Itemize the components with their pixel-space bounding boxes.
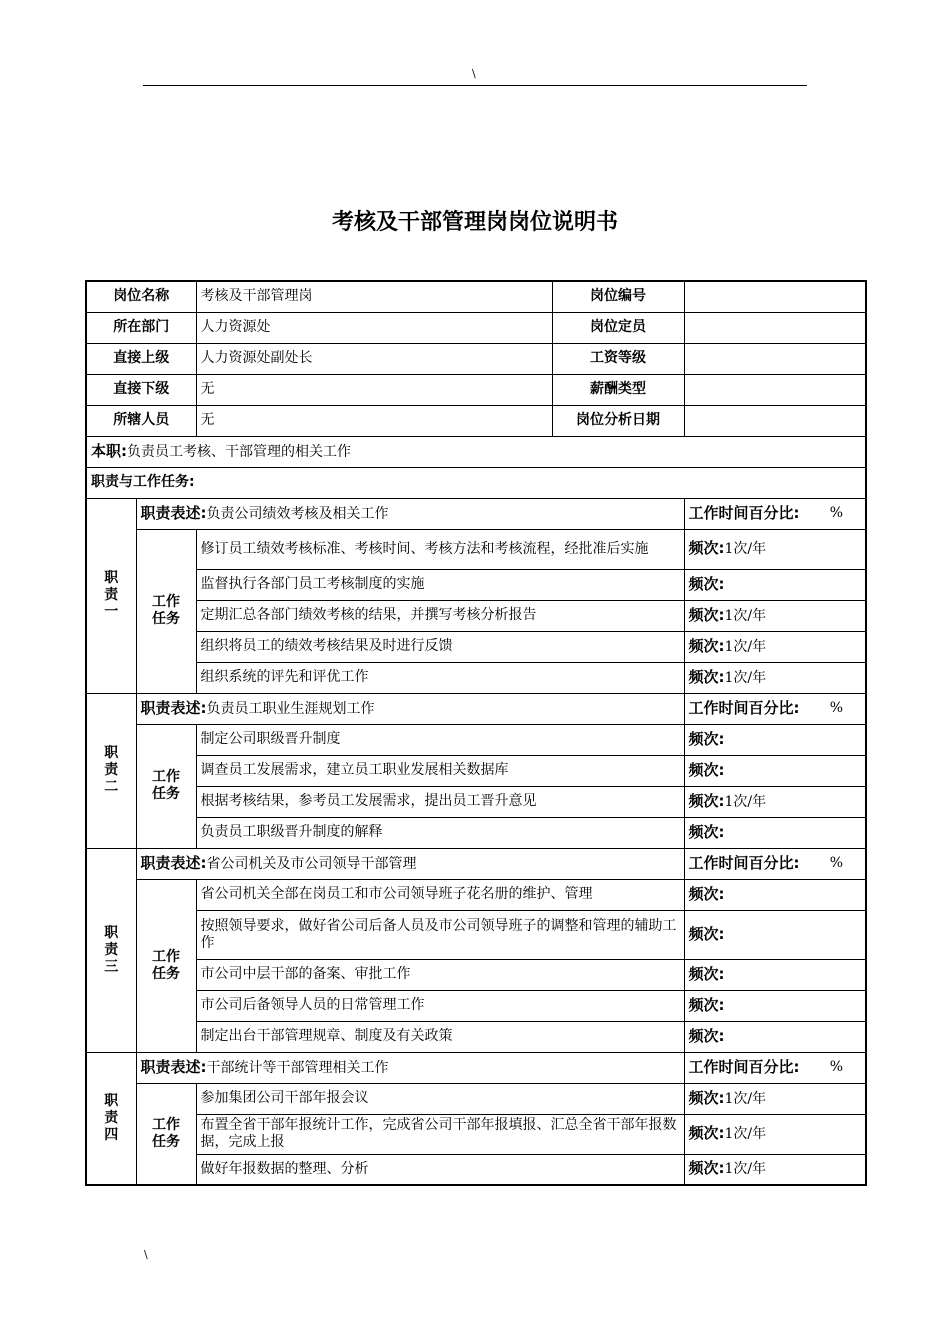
duty-desc-text: 负责公司绩效考核及相关工作 xyxy=(206,505,389,522)
main-duty-label: 本职: xyxy=(91,441,127,460)
task-freq-cell xyxy=(684,1154,866,1185)
duty-name-char: 责 xyxy=(104,1109,119,1126)
task-row xyxy=(86,529,866,569)
page-title: 考核及干部管理岗岗位说明书 xyxy=(331,210,618,235)
freq-value: 1次/年 xyxy=(724,1126,767,1142)
pct-sign: % xyxy=(829,1058,843,1075)
duty-name-char: 三 xyxy=(104,958,119,975)
pct-sign: % xyxy=(829,854,843,871)
duty-desc-label: 职责表述: xyxy=(140,1057,207,1076)
task-freq-cell xyxy=(684,1083,866,1114)
duty-desc-label: 职责表述: xyxy=(140,698,207,717)
time-pct-cell xyxy=(684,1052,866,1083)
task-freq-cell xyxy=(684,569,866,600)
task-freq-cell xyxy=(684,529,866,569)
task-row xyxy=(86,910,866,959)
task-text: 负责员工职级晋升制度的解释 xyxy=(196,817,684,848)
freq-label: 频次: xyxy=(688,729,725,748)
duty-desc-label: 职责表述: xyxy=(140,503,207,522)
main-duty-text: 负责员工考核、干部管理的相关工作 xyxy=(127,443,351,460)
time-pct-cell xyxy=(684,693,866,724)
work-task-label xyxy=(136,724,196,848)
freq-value: 1次/年 xyxy=(724,638,767,655)
task-freq-cell xyxy=(684,755,866,786)
work-task-label xyxy=(136,1083,196,1185)
basic-label-2: 工资等级 xyxy=(552,343,684,374)
task-freq-cell xyxy=(684,631,866,662)
freq-value: 1次/年 xyxy=(724,1161,767,1178)
task-freq-cell xyxy=(684,600,866,631)
basic-info-row xyxy=(86,312,866,343)
task-freq-cell xyxy=(684,662,866,693)
task-row xyxy=(86,724,866,755)
basic-label-2: 岗位分析日期 xyxy=(552,405,684,436)
work-task-line: 工作 xyxy=(152,948,180,965)
task-row xyxy=(86,1021,866,1052)
task-row xyxy=(86,755,866,786)
basic-value-2 xyxy=(684,312,866,343)
task-text: 定期汇总各部门绩效考核的结果，并撰写考核分析报告 xyxy=(196,600,684,631)
freq-label: 频次: xyxy=(688,539,725,557)
time-pct-cell xyxy=(684,848,866,879)
duty-desc-row xyxy=(86,498,866,529)
duty-desc-row xyxy=(86,1052,866,1083)
basic-label: 所在部门 xyxy=(86,312,196,343)
task-freq-cell xyxy=(684,1114,866,1154)
task-freq-cell xyxy=(684,1021,866,1052)
duty-desc-cell xyxy=(136,848,684,879)
basic-value: 无 xyxy=(196,405,552,436)
work-task-line: 任务 xyxy=(152,786,180,802)
task-row xyxy=(86,1154,866,1185)
duty-name-char: 责 xyxy=(104,941,119,958)
duty-name-char: 四 xyxy=(104,1126,119,1143)
duty-desc-label: 职责表述: xyxy=(140,853,207,872)
duty-desc-text: 干部统计等干部管理相关工作 xyxy=(206,1059,389,1076)
duties-header-row xyxy=(86,467,866,498)
footer-mark: \ xyxy=(144,1248,148,1261)
freq-label: 频次: xyxy=(688,964,725,983)
basic-label: 直接上级 xyxy=(86,343,196,374)
time-pct-label: 工作时间百分比: xyxy=(688,698,800,717)
basic-label: 所辖人员 xyxy=(86,405,196,436)
work-task-label xyxy=(136,879,196,1052)
task-row xyxy=(86,959,866,990)
task-row xyxy=(86,786,866,817)
basic-value-2 xyxy=(684,374,866,405)
task-text: 省公司机关全部在岗员工和市公司领导班子花名册的维护、管理 xyxy=(196,879,684,910)
task-row xyxy=(86,600,866,631)
task-freq-cell xyxy=(684,910,866,959)
task-row xyxy=(86,879,866,910)
freq-label: 频次: xyxy=(688,884,725,903)
basic-value-2 xyxy=(684,405,866,436)
work-task-label xyxy=(136,529,196,693)
task-text: 布置全省干部年报统计工作，完成省公司干部年报填报、汇总全省干部年报数据，完成上报 xyxy=(196,1114,684,1154)
task-row xyxy=(86,631,866,662)
task-text: 参加集团公司干部年报会议 xyxy=(196,1083,684,1114)
basic-label: 直接下级 xyxy=(86,374,196,405)
duty-name-char: 一 xyxy=(104,604,119,620)
duty-desc-cell xyxy=(136,1052,684,1083)
task-text: 做好年报数据的整理、分析 xyxy=(196,1154,684,1185)
work-task-line: 任务 xyxy=(152,611,180,627)
work-task-line: 任务 xyxy=(152,965,180,982)
freq-label: 频次: xyxy=(688,822,725,841)
basic-info-row xyxy=(86,405,866,436)
duty-name-char: 职 xyxy=(104,924,119,941)
task-freq-cell xyxy=(684,990,866,1021)
basic-info-row xyxy=(86,281,866,312)
duty-desc-cell xyxy=(136,693,684,724)
task-freq-cell xyxy=(684,879,866,910)
duty-desc-row xyxy=(86,848,866,879)
freq-value: 1次/年 xyxy=(724,1090,767,1107)
freq-label: 频次: xyxy=(688,760,725,779)
freq-label: 频次: xyxy=(688,995,725,1014)
duty-name xyxy=(86,498,136,693)
task-row xyxy=(86,817,866,848)
basic-value-2 xyxy=(684,343,866,374)
freq-label: 频次: xyxy=(688,791,725,810)
freq-label: 频次: xyxy=(688,636,725,655)
task-text: 制定出台干部管理规章、制度及有关政策 xyxy=(196,1021,684,1052)
freq-value: 1次/年 xyxy=(724,793,767,810)
duty-name-char: 职 xyxy=(104,570,119,586)
task-freq-cell xyxy=(684,959,866,990)
task-text: 调查员工发展需求，建立员工职业发展相关数据库 xyxy=(196,755,684,786)
freq-label: 频次: xyxy=(688,1159,725,1178)
freq-value: 1次/年 xyxy=(724,541,767,557)
duty-name-char: 职 xyxy=(104,745,119,761)
duty-name xyxy=(86,848,136,1052)
header-rule xyxy=(143,85,807,86)
freq-label: 频次: xyxy=(688,924,725,943)
header-mark: \ xyxy=(472,67,476,80)
duty-name xyxy=(86,1052,136,1185)
freq-label: 频次: xyxy=(688,1088,725,1107)
duties-header: 职责与工作任务: xyxy=(86,467,866,498)
task-text: 按照领导要求，做好省公司后备人员及市公司领导班子的调整和管理的辅助工作 xyxy=(196,910,684,959)
work-task-line: 工作 xyxy=(152,1116,180,1133)
task-freq-cell xyxy=(684,724,866,755)
task-row xyxy=(86,990,866,1021)
job-description-table xyxy=(85,280,867,1186)
work-task-line: 工作 xyxy=(152,769,180,785)
work-task-line: 任务 xyxy=(152,1133,180,1150)
task-text: 组织系统的评先和评优工作 xyxy=(196,662,684,693)
basic-info-row xyxy=(86,374,866,405)
duty-desc-cell xyxy=(136,498,684,529)
task-row xyxy=(86,1114,866,1154)
pct-sign: % xyxy=(829,699,843,716)
basic-value: 无 xyxy=(196,374,552,405)
freq-label: 频次: xyxy=(688,1026,725,1045)
time-pct-label: 工作时间百分比: xyxy=(688,853,800,872)
pct-sign: % xyxy=(829,504,843,521)
task-text: 监督执行各部门员工考核制度的实施 xyxy=(196,569,684,600)
duty-name-char: 二 xyxy=(104,779,119,795)
basic-value: 考核及干部管理岗 xyxy=(196,281,552,312)
task-row xyxy=(86,662,866,693)
basic-label-2: 薪酬类型 xyxy=(552,374,684,405)
time-pct-label: 工作时间百分比: xyxy=(688,503,800,522)
basic-label: 岗位名称 xyxy=(86,281,196,312)
task-freq-cell xyxy=(684,817,866,848)
duty-desc-row xyxy=(86,693,866,724)
main-duty-cell xyxy=(86,436,866,467)
task-text: 市公司中层干部的备案、审批工作 xyxy=(196,959,684,990)
freq-value: 1次/年 xyxy=(724,607,767,624)
work-task-line: 工作 xyxy=(152,594,180,610)
basic-value: 人力资源处副处长 xyxy=(196,343,552,374)
basic-label-2: 岗位定员 xyxy=(552,312,684,343)
duty-name-char: 责 xyxy=(104,587,119,603)
task-text: 市公司后备领导人员的日常管理工作 xyxy=(196,990,684,1021)
basic-value: 人力资源处 xyxy=(196,312,552,343)
task-freq-cell xyxy=(684,786,866,817)
task-text: 组织将员工的绩效考核结果及时进行反馈 xyxy=(196,631,684,662)
time-pct-cell xyxy=(684,498,866,529)
freq-label: 频次: xyxy=(688,667,725,686)
main-duty-row xyxy=(86,436,866,467)
task-text: 修订员工绩效考核标准、考核时间、考核方法和考核流程，经批准后实施 xyxy=(196,529,684,569)
task-row xyxy=(86,569,866,600)
freq-value: 1次/年 xyxy=(724,669,767,686)
freq-label: 频次: xyxy=(688,1124,725,1142)
task-text: 根据考核结果，参考员工发展需求，提出员工晋升意见 xyxy=(196,786,684,817)
basic-value-2 xyxy=(684,281,866,312)
time-pct-label: 工作时间百分比: xyxy=(688,1057,800,1076)
basic-info-row xyxy=(86,343,866,374)
task-text: 制定公司职级晋升制度 xyxy=(196,724,684,755)
task-row xyxy=(86,1083,866,1114)
duty-desc-text: 负责员工职业生涯规划工作 xyxy=(206,700,375,717)
freq-label: 频次: xyxy=(688,605,725,624)
freq-label: 频次: xyxy=(688,574,725,593)
duty-name-char: 职 xyxy=(104,1092,119,1109)
duty-name xyxy=(86,693,136,848)
duty-name-char: 责 xyxy=(104,762,119,778)
duty-desc-text: 省公司机关及市公司领导干部管理 xyxy=(206,855,417,872)
basic-label-2: 岗位编号 xyxy=(552,281,684,312)
